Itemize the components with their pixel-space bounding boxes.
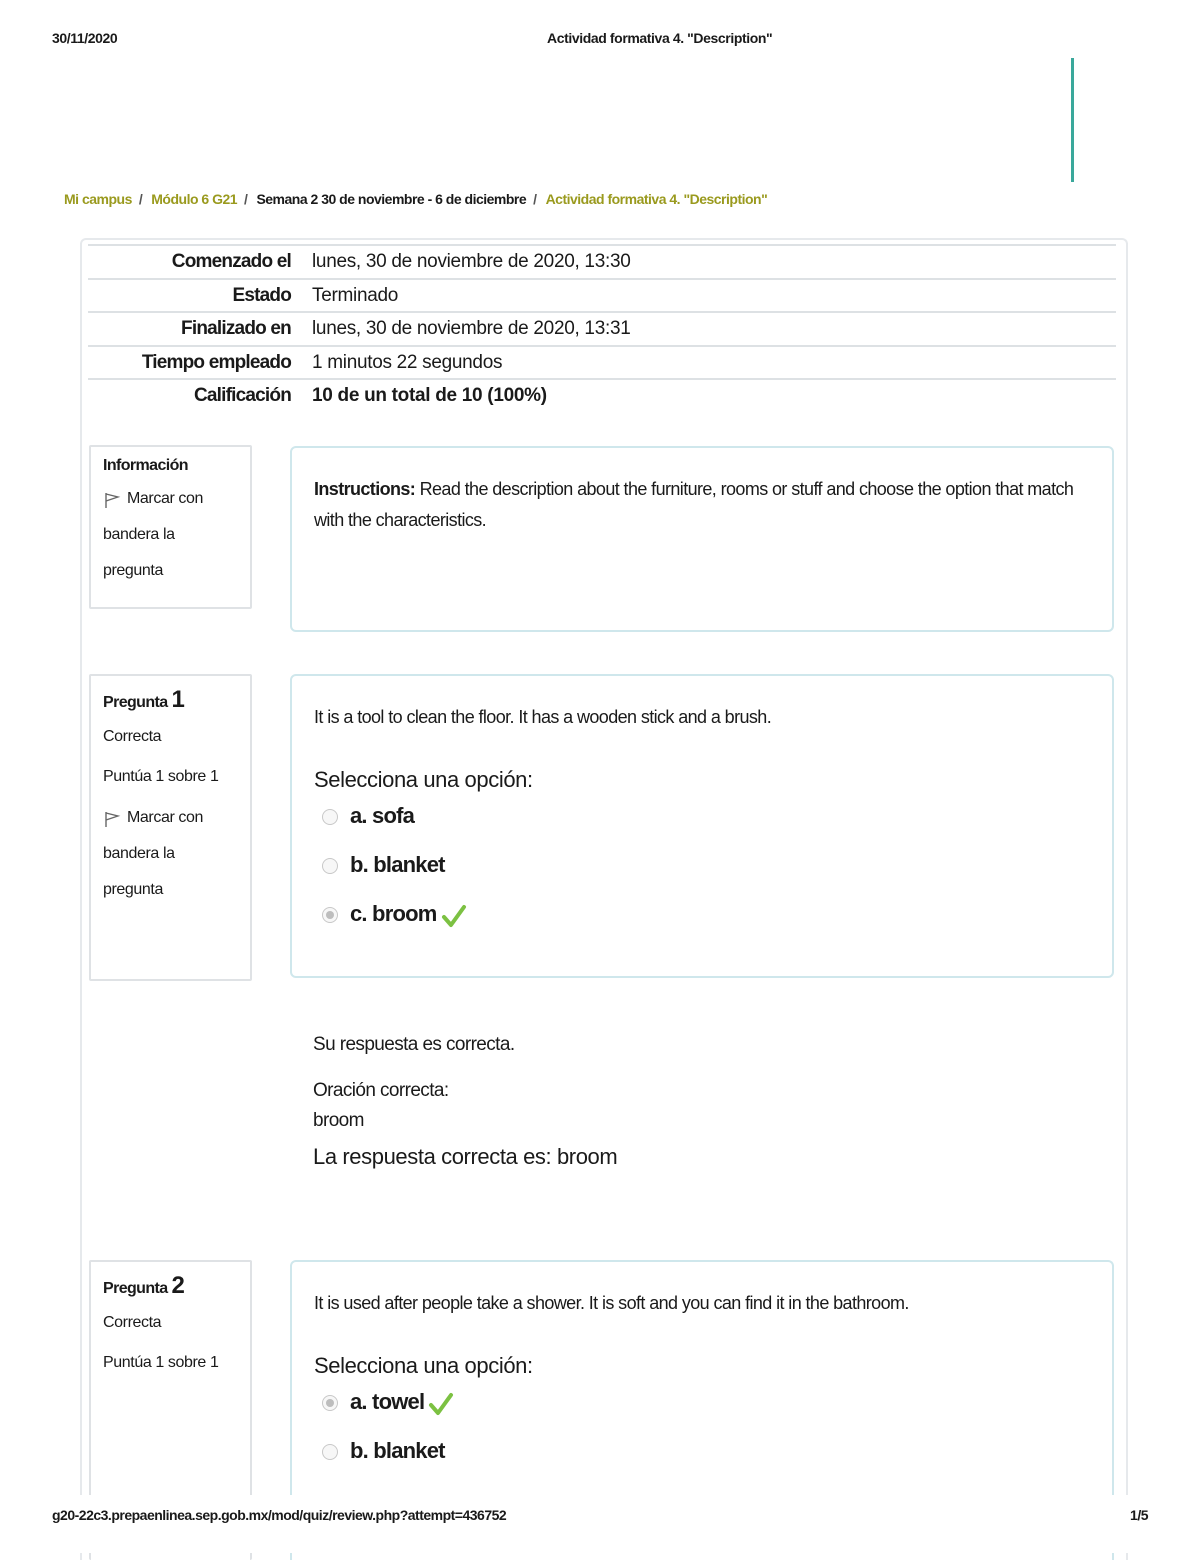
breadcrumb	[64, 191, 767, 207]
radio-button[interactable]	[322, 809, 338, 825]
question-1-feedback	[313, 1034, 617, 1170]
summary-label: Comenzado el	[171, 251, 291, 272]
instructions-label: Instructions:	[314, 479, 416, 499]
summary-value: 10 de un total de 10 (100%)	[312, 385, 547, 406]
select-prompt: Selecciona una opción:	[314, 767, 533, 792]
answer-label: a. towel	[350, 1389, 425, 1414]
feedback-correct: Su respuesta es correcta.	[313, 1034, 515, 1055]
answer-label: b. blanket	[350, 1438, 445, 1463]
feedback-sentence-label: Oración correcta:	[313, 1080, 449, 1101]
summary-row-started	[88, 244, 1116, 278]
radio-button-selected[interactable]	[322, 907, 338, 923]
breadcrumb-separator: /	[244, 191, 248, 207]
answer-label: b. blanket	[350, 852, 445, 877]
print-url: g20-22c3.prepaenlinea.sep.gob.mx/mod/quiz/review.php?attempt=436752	[52, 1507, 507, 1523]
accent-bar	[1071, 58, 1074, 182]
flag-question-link[interactable]	[103, 481, 238, 589]
summary-label: Tiempo empleado	[141, 351, 291, 373]
print-date: 30/11/2020	[52, 30, 118, 46]
print-header	[52, 30, 1148, 50]
answer-option-a[interactable]	[322, 793, 1090, 842]
answer-label: a. sofa	[350, 803, 415, 828]
radio-button[interactable]	[322, 858, 338, 874]
question-heading	[103, 1272, 238, 1300]
question-text: It is used after people take a shower. It is soft and you can find it in the bathroom.	[314, 1293, 909, 1313]
footer-background	[0, 1495, 1200, 1553]
flag-icon	[103, 810, 121, 828]
summary-row-grade	[88, 378, 1116, 412]
correct-check-icon	[428, 1391, 454, 1417]
question-number: 1	[171, 686, 185, 713]
correct-answer-text: La respuesta correcta es: broom	[313, 1144, 618, 1169]
print-page-number: 1/5	[1130, 1507, 1148, 1523]
info-heading: Información	[103, 457, 188, 474]
attempt-summary-table	[88, 244, 1116, 412]
summary-label: Finalizado en	[181, 318, 291, 339]
flag-label: Marcar con bandera la pregunta	[103, 809, 204, 898]
summary-row-state	[88, 278, 1116, 312]
summary-label: Calificación	[193, 385, 291, 406]
question-text: It is a tool to clean the floor. It has a wooden stick and a brush.	[314, 707, 772, 727]
instructions-text	[314, 474, 1090, 536]
feedback-sentence-block	[313, 1076, 617, 1136]
breadcrumb-mi-campus[interactable]: Mi campus	[64, 191, 132, 207]
question-state: Correcta	[103, 1314, 162, 1331]
flag-label: Marcar con bandera la pregunta	[103, 490, 204, 579]
answer-option-b[interactable]	[322, 1428, 1090, 1477]
answer-option-b[interactable]	[322, 842, 1090, 891]
question-1-content	[290, 674, 1114, 978]
correct-check-icon	[441, 903, 467, 929]
breadcrumb-separator: /	[533, 191, 537, 207]
question-heading-label: Pregunta	[103, 694, 168, 711]
answer-option-a[interactable]	[322, 1379, 1090, 1428]
flag-icon	[103, 491, 121, 509]
breadcrumb-separator: /	[138, 191, 143, 207]
question-heading	[103, 686, 238, 714]
feedback-sentence: broom	[313, 1110, 364, 1131]
summary-label: Estado	[232, 284, 291, 306]
answer-label-wrap	[350, 901, 467, 929]
instructions-body: Read the description about the furniture, rooms or stuff and choose the option that match with the characteristics.	[314, 479, 1074, 530]
flag-question-link[interactable]	[103, 800, 238, 908]
summary-value: lunes, 30 de noviembre de 2020, 13:31	[312, 318, 631, 339]
question-heading-label: Pregunta	[103, 1280, 168, 1297]
answer-label-wrap	[350, 1389, 454, 1417]
question-score: Puntúa 1 sobre 1	[103, 1354, 219, 1371]
breadcrumb-actividad[interactable]: Actividad formativa 4. "Description"	[545, 191, 768, 207]
radio-button[interactable]	[322, 1444, 338, 1460]
select-prompt: Selecciona una opción:	[314, 1353, 533, 1378]
radio-button-selected[interactable]	[322, 1395, 338, 1411]
question-1-info	[89, 674, 252, 981]
info-content	[290, 446, 1114, 632]
print-title: Actividad formativa 4. "Description"	[547, 30, 773, 46]
question-number: 2	[171, 1272, 185, 1299]
breadcrumb-modulo[interactable]: Módulo 6 G21	[151, 191, 238, 207]
summary-value: Terminado	[312, 284, 399, 306]
summary-value: lunes, 30 de noviembre de 2020, 13:30	[312, 251, 631, 272]
summary-row-time	[88, 345, 1116, 379]
info-sidebar	[89, 445, 252, 609]
answer-option-c[interactable]	[322, 891, 1090, 940]
breadcrumb-semana: Semana 2 30 de noviembre - 6 de diciembre	[256, 191, 527, 207]
question-score: Puntúa 1 sobre 1	[103, 768, 219, 785]
summary-row-finished	[88, 311, 1116, 345]
summary-value: 1 minutos 22 segundos	[312, 351, 503, 373]
answer-label: c. broom	[350, 901, 437, 926]
question-state: Correcta	[103, 728, 162, 745]
